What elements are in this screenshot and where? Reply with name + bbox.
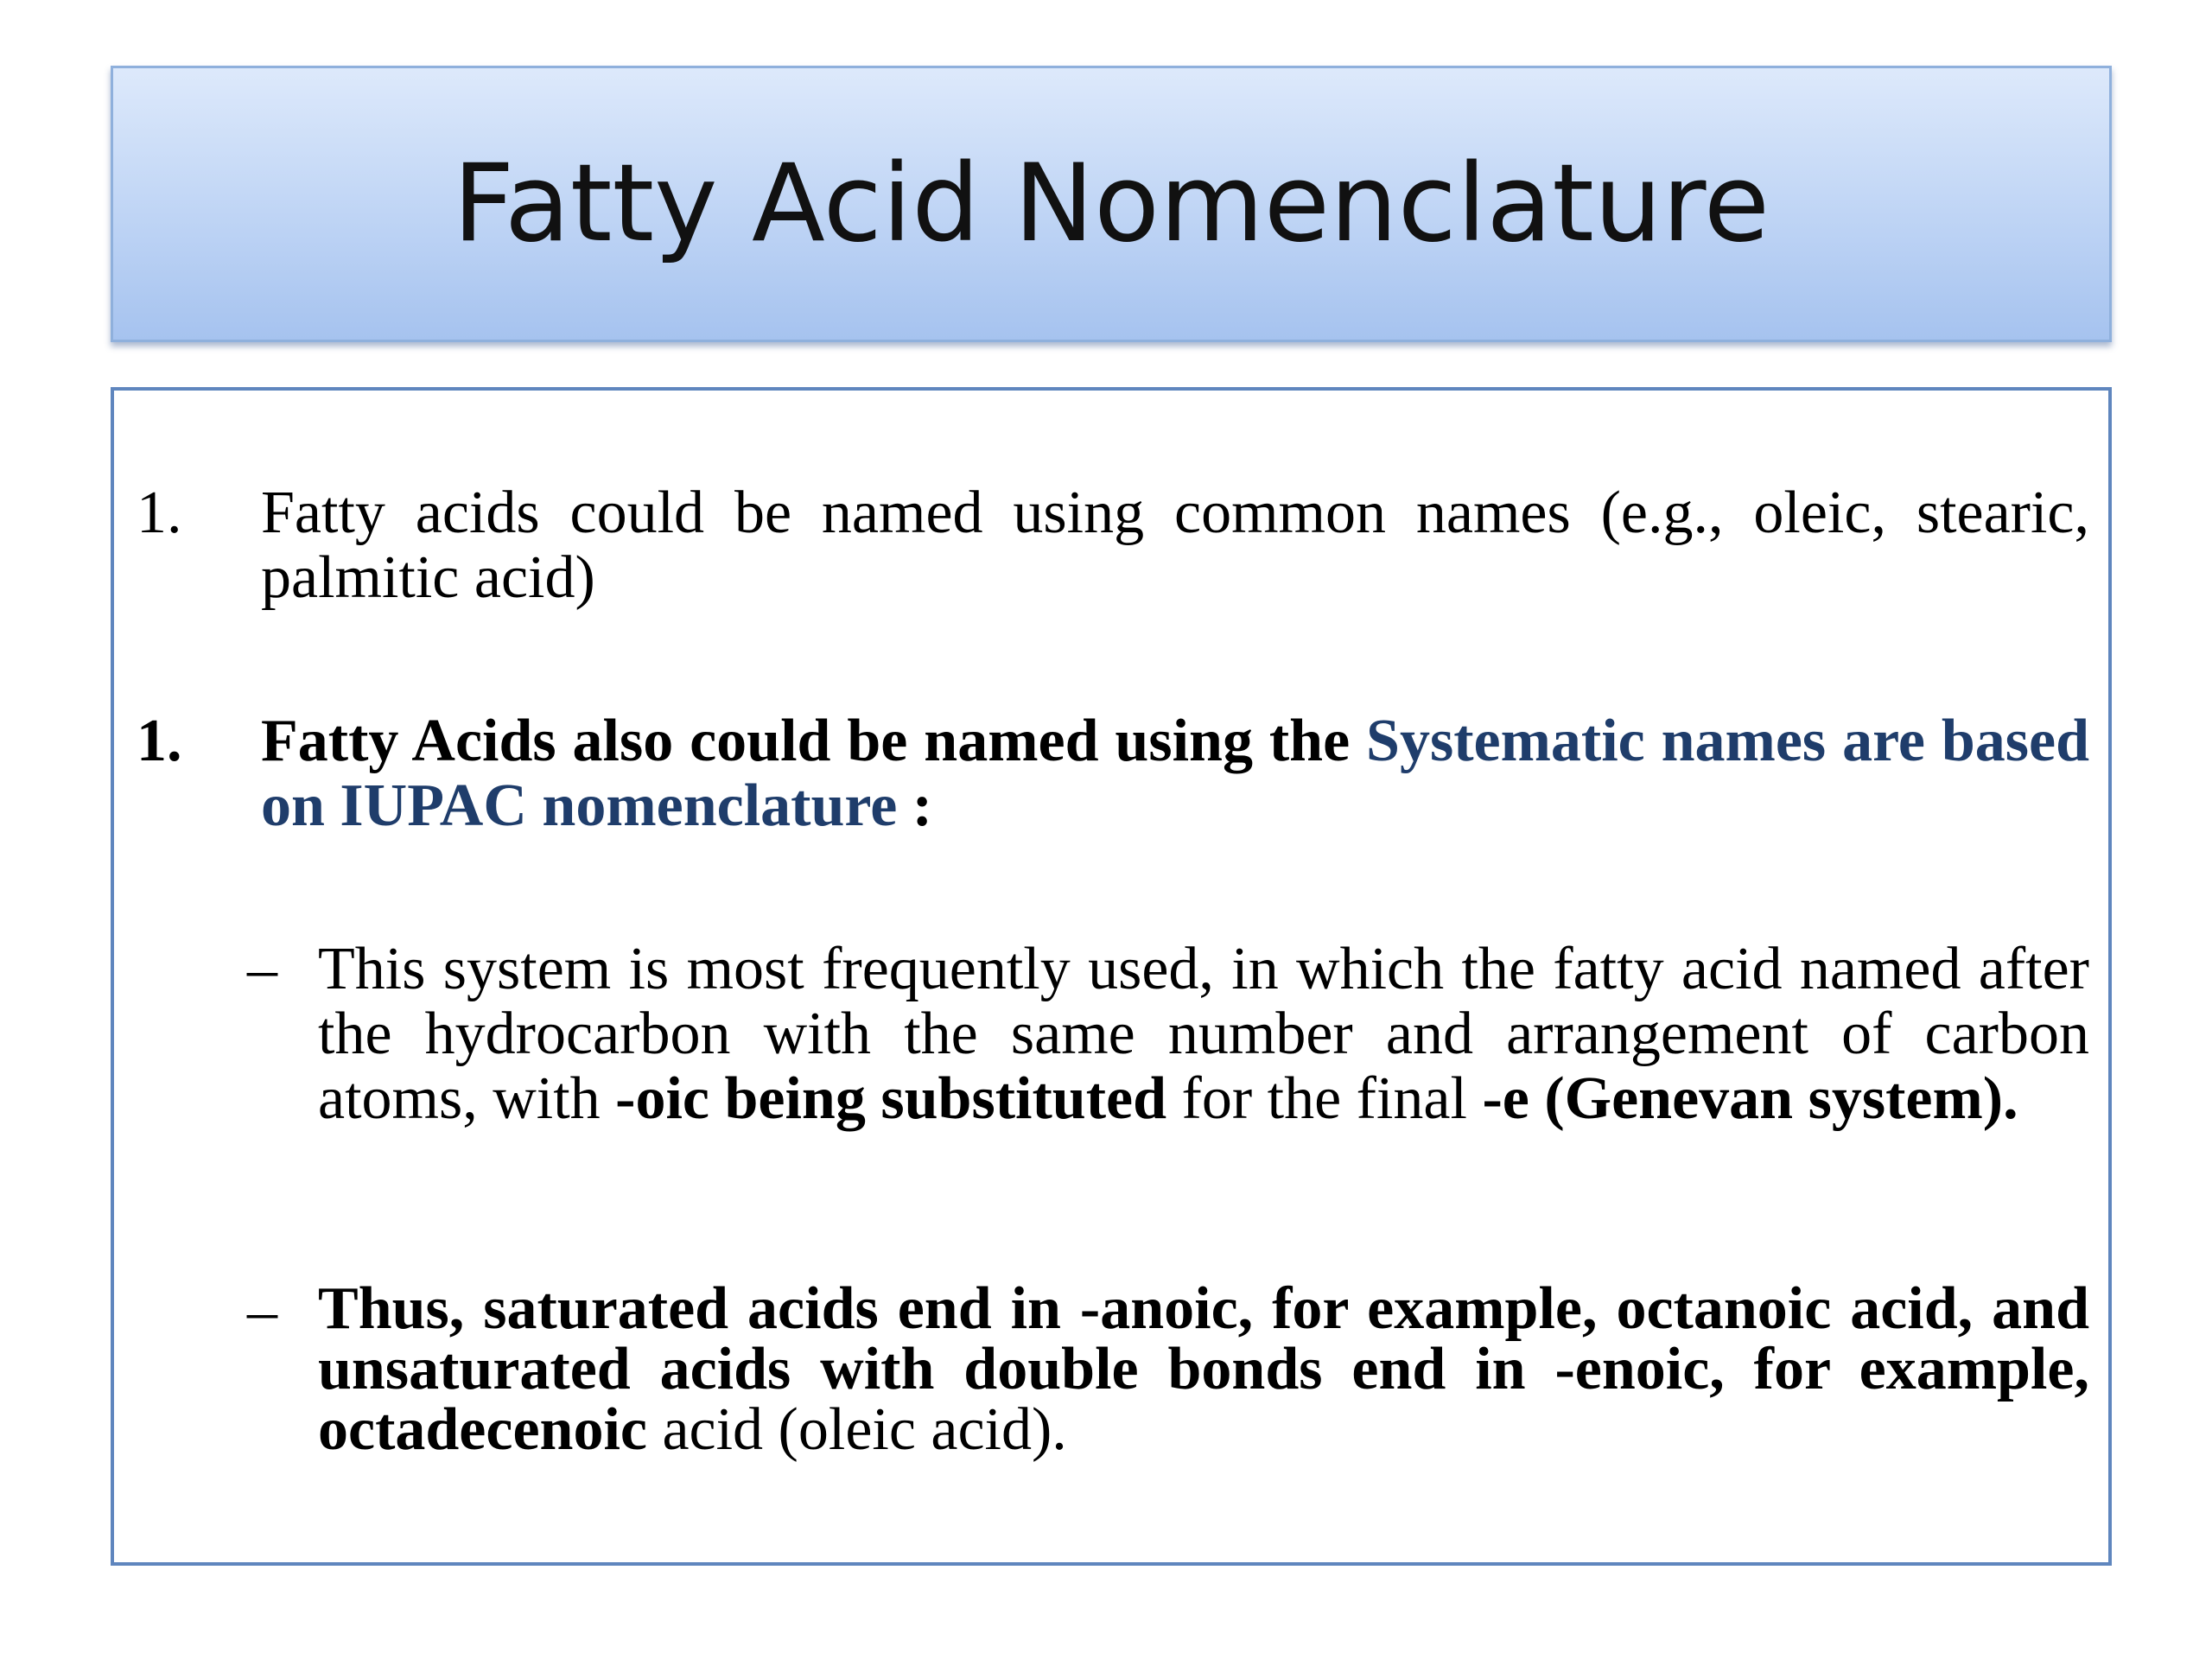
list-number: 1. (137, 480, 182, 546)
list-item-text (261, 480, 2089, 610)
subitem-text (318, 1275, 2089, 1463)
list-item-text (261, 709, 2089, 838)
systematic-colon: : (897, 772, 933, 839)
common-names-text: Fatty acids could be named using common names (e.g., oleic, stearic, palmitic acid) (261, 480, 2089, 611)
oleic-acid-text: acid (oleic acid). (646, 1396, 1067, 1463)
systematic-names-highlight: Systematic names are based on IUPAC nomenclature (261, 708, 2089, 839)
dash-bullet: – (247, 936, 277, 1002)
content-box (111, 387, 2112, 1566)
systematic-intro-text: Fatty Acids also could be named using the (261, 708, 1367, 774)
slide-title: Fatty Acid Nomenclature (452, 142, 1770, 266)
genevan-system-bold: -e (Genevan system). (1482, 1065, 2018, 1132)
title-box (111, 66, 2112, 342)
oic-substituted-bold: -oic being substituted (615, 1065, 1167, 1132)
genevan-text-a: This system is most frequently used, in which the fatty acid named after the hydrocarbon with the same number and arrangement of carbon atoms, with (318, 936, 2089, 1132)
dash-bullet: – (247, 1278, 277, 1344)
list-number: 1. (137, 708, 182, 774)
genevan-text-b: for the final (1166, 1065, 1483, 1132)
subitem-text (318, 937, 2089, 1131)
anoic-enoic-bold: Thus, saturated acids end in -anoic, for example, octanoic acid, and unsaturated acids with double bonds end in -enoic, for example, octadecenoic (318, 1275, 2089, 1463)
